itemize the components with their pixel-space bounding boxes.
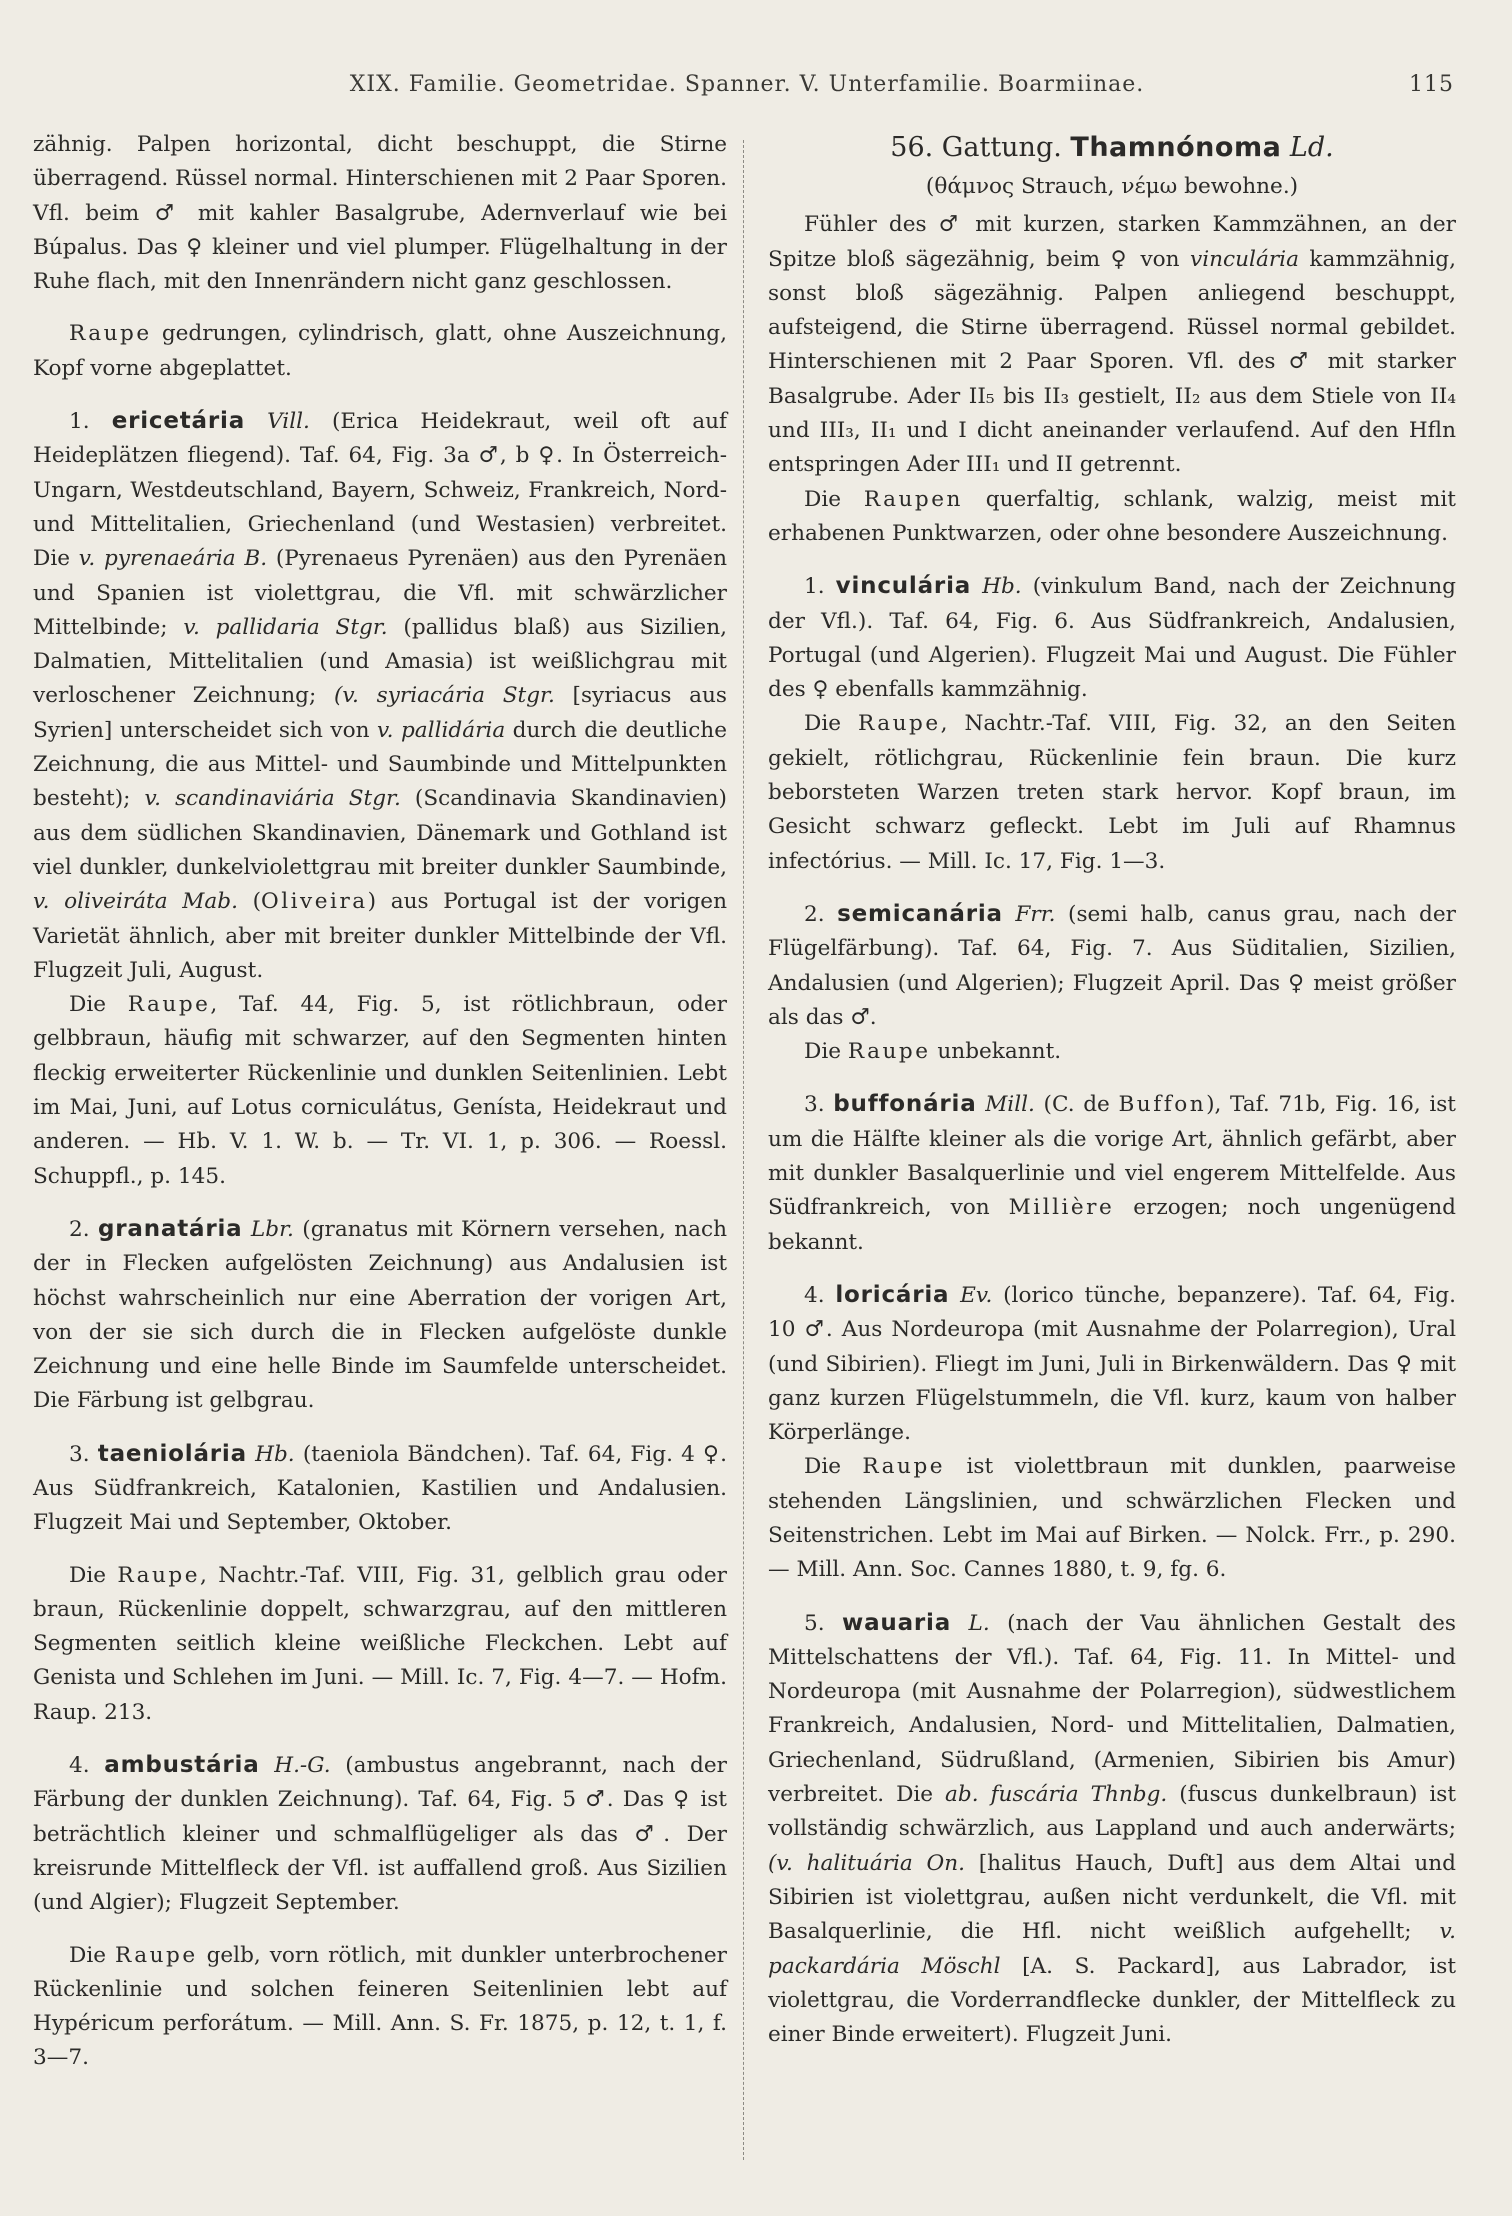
species-name: granatária xyxy=(98,1215,243,1242)
species-name: loricária xyxy=(835,1281,950,1308)
species-vincularia: 1. vinculária Hb. (vinkulum Band, nach der Zeichnung der Vfl.). Taf. 64, Fig. 6. Aus Südfrankreich, Andalusien, Portugal (und Algerien). Flugzeit Mai und August. Die Fühler des ♀ ebenfalls kammzähnig. xyxy=(768,573,1456,703)
larva-paragraph: Die Raupe gelb, vorn rötlich, mit dunkler unterbrochener Rückenlinie und solchen feineren Seitenlinien lebt auf Hypéricum perforátum. — Mill. Ann. S. Fr. 1875, p. 12, t. 1, f. 3—7. xyxy=(33,1942,727,2071)
species-author: Hb. xyxy=(255,1441,295,1467)
species-name: buffonária xyxy=(833,1091,977,1118)
species-name: vinculária xyxy=(835,573,972,600)
species-author: Hb. xyxy=(982,574,1022,600)
species-name: taeniolária xyxy=(97,1440,247,1467)
larva-paragraph: Die Raupe unbekannt. xyxy=(804,1039,1062,1065)
genus-heading xyxy=(768,128,1456,168)
larva-word: Raupe xyxy=(69,321,152,347)
species-author: H.-G. xyxy=(274,1753,331,1779)
variety-name: v. scandinaviária Stgr. xyxy=(144,786,401,812)
genus-description: Fühler des ♂ mit kurzen, starken Kammzähnen, an der Spitze bloß sägezähnig, beim ♀ von vinculária kammzähnig, sonst bloß sägezähnig. Palpen anliegend beschuppt, aufsteigend, die Stirne überragend. Rüssel normal gebildet. Hinterschienen mit 2 Paar Sporen. Vfl. des ♂ mit starker Basalgrube. Ader II₅ bis II₃ gestielt, II₂ aus dem Stiele von II₄ und III₃, II₁ und I dicht aneinander verlaufend. Auf den Hfln entspringen Ader III₁ und II getrennt. xyxy=(768,212,1456,478)
species-ambustaria: 4. ambustária H.-G. (ambustus angebrannt, nach der Färbung der dunklen Zeichnung). Taf. 64, Fig. 5 ♂. Das ♀ ist beträchtlich kleiner und schmalflügeliger als das ♂. Der kreisrunde Mittelfleck der Vfl. ist auffallend groß. Aus Sizilien (und Algier); Flugzeit September. xyxy=(33,1752,727,1916)
species-number: 2. xyxy=(69,1216,90,1242)
species-author: Lbr. xyxy=(250,1216,294,1242)
species-author: L. xyxy=(968,1610,990,1636)
variety-name: v. pyrenaeária B. xyxy=(78,546,268,572)
species-ericetaria: 1. ericetária Vill. (Erica Heidekraut, weil oft auf Heideplätzen fliegend). Taf. 64, Fig. 3a ♂, b ♀. In Österreich-Ungarn, Westdeutschland, Bayern, Schweiz, Frankreich, Nord- und Mittelitalien, Griechenland (und Westasien) verbreitet. Die v. pyrenaeária B. (Pyrenaeus Pyrenäen) aus den Pyrenäen und Spanien ist violettgrau, die Vfl. mit schwärzlicher Mittelbinde; v. pallidaria Stgr. (pallidus blaß) aus Sizilien, Dalmatien, Mittelitalien (und Amasia) ist weißlichgrau mit verloschener Zeichnung; (v. syriacária Stgr. [syriacus aus Syrien] unterscheidet sich von v. pallidária durch die deutliche Zeichnung, die aus Mittel- und Saumbinde und Mittelpunkten besteht); v. scandinaviária Stgr. (Scandinavia Skandinavien) aus dem südlichen Skandinavien, Dänemark und Gothland ist viel dunkler, dunkelviolettgrau mit breiter dunkler Saumbinde, v. oliveiráta Mab. (Oliveira) aus Portugal ist der vorigen Varietät ähnlich, aber mit breiter dunkler Mittelbinde der Vfl. Flugzeit Juli, August. xyxy=(33,408,727,983)
running-head-title: XIX. Familie. Geometridae. Spanner. V. Unterfamilie. Boarmiinae. xyxy=(349,72,1145,97)
genus-larva-paragraph: Die Raupen querfaltig, schlank, walzig, meist mit erhabenen Punktwarzen, oder ohne besondere Auszeichnung. xyxy=(768,486,1456,546)
running-head xyxy=(40,72,1454,112)
species-name: wauaria xyxy=(842,1609,952,1636)
species-granataria: 2. granatária Lbr. (granatus mit Körnern versehen, nach der in Flecken aufgelösten Zeichnung) aus Andalusien ist höchst wahrscheinlich nur eine Aberration der vorigen Art, von der sie sich durch die in Flecken aufgelöste dunkle Zeichnung und eine helle Binde im Saumfelde unterscheidet. Die Färbung ist gelbgrau. xyxy=(33,1215,727,1414)
species-number: 4. xyxy=(804,1282,825,1308)
species-author: Vill. xyxy=(267,409,310,435)
variety-name: ab. fuscária Thnbg. xyxy=(945,1782,1168,1808)
species-semicanaria: 2. semicanária Frr. (semi halb, canus grau, nach der Flügelfärbung). Taf. 64, Fig. 7. Aus Süditalien, Sizilien, Andalusien (und Algerien); Flugzeit April. Das ♀ meist größer als das ♂. xyxy=(768,900,1456,1030)
species-number: 1. xyxy=(69,409,90,435)
larva-paragraph: Die Raupe, Taf. 44, Fig. 5, ist rötlichbraun, oder gelbbraun, häufig mit schwarzer, auf den Segmenten hinten fleckig erweiterter Rückenlinie und dunklen Seitenlinien. Lebt im Mai, Juni, auf Lotus corniculátus, Genísta, Heidekraut und anderen. — Hb. V. 1. W. b. — Tr. VI. 1, p. 306. — Roessl. Schuppfl., p. 145. xyxy=(33,992,727,1189)
species-author: Frr. xyxy=(1015,901,1056,927)
genus-number: 56. Gattung. xyxy=(890,132,1062,163)
genus-larva-paragraph: Raupe gedrungen, cylindrisch, glatt, ohne Auszeichnung, Kopf vorne abgeplattet. xyxy=(33,321,727,381)
species-loricaria: 4. loricária Ev. (lorico tünche, bepanzere). Taf. 64, Fig. 10 ♂. Aus Nordeuropa (mit Ausnahme der Polarregion), Ural (und Sibirien). Fliegt im Juni, Juli in Birkenwäldern. Das ♀ mit ganz kurzen Flügelstummeln, die Vfl. kurz, kaum von halber Körperlänge. xyxy=(768,1281,1456,1446)
species-wauaria: 5. wauaria L. (nach der Vau ähnlichen Gestalt des Mittelschattens der Vfl.). Taf. 64, Fig. 11. In Mittel- und Nordeuropa (mit Ausnahme der Polarregion), südwestlichem Frankreich, Andalusien, Nord- und Mittelitalien, Dalmatien, Griechenland, Südrußland, (Armenien, Sibirien bis Amur) verbreitet. Die ab. fuscária Thnbg. (fuscus dunkelbraun) ist vollständig schwärzlich, aus Lappland und auch anderwärts; (v. halituária On. [halitus Hauch, Duft] aus dem Altai und Sibirien ist violettgrau, außen nicht verdunkelt, die Vfl. mit Basalquerlinie, die Hfl. nicht weißlich aufgehellt; v. packardária Möschl [A. S. Packard], aus Labrador, ist violettgrau, die Vorderrandflecke dunkler, der Mittelfleck zu einer Binde erweitert). Flugzeit Juni. xyxy=(768,1609,1456,2048)
species-taeniolaria: 3. taeniolária Hb. (taeniola Bändchen). Taf. 64, Fig. 4 ♀. Aus Südfrankreich, Katalonien, Kastilien und Andalusien. Flugzeit Mai und September, Oktober. xyxy=(33,1440,727,1536)
larva-paragraph: Die Raupe, Nachtr.-Taf. VIII, Fig. 32, an den Seiten gekielt, rötlichgrau, Rückenlinie fein braun. Die kurz beborsteten Warzen treten stark hervor. Kopf braun, im Gesicht schwarz gefleckt. Lebt im Juli auf Rhamnus infectórius. — Mill. Ic. 17, Fig. 1—3. xyxy=(768,711,1456,874)
species-number: 3. xyxy=(804,1092,825,1118)
species-name: ambustária xyxy=(104,1752,260,1779)
genus-name: Thamnónoma xyxy=(1070,132,1282,163)
species-number: 3. xyxy=(69,1441,90,1467)
variety-name: (v. syriacária Stgr. xyxy=(333,683,555,709)
variety-name: v. oliveiráta Mab. xyxy=(33,889,238,915)
species-number: 2. xyxy=(804,901,825,927)
species-name: ericetária xyxy=(111,408,246,435)
variety-name: (v. halituária On. xyxy=(768,1850,965,1876)
species-number: 5. xyxy=(804,1610,825,1636)
variety-name: v. pallidaria Stgr. xyxy=(183,614,388,640)
species-reference: vinculária xyxy=(1190,246,1299,272)
variety-name: v. pallidária xyxy=(377,717,506,743)
species-author: Ev. xyxy=(960,1282,993,1308)
genus-description-continued: zähnig. Palpen horizontal, dicht beschuppt, die Stirne überragend. Rüssel normal. Hinterschienen mit 2 Paar Sporen. Vfl. beim ♂ mit kahler Basalgrube, Adernverlauf wie bei Búpalus. Das ♀ kleiner und viel plumper. Flügelhaltung in der Ruhe flach, mit den Innenrändern nicht ganz geschlossen. xyxy=(33,132,727,295)
larva-paragraph: Die Raupe, Nachtr.-Taf. VIII, Fig. 31, gelblich grau oder braun, Rückenlinie doppelt, schwarzgrau, auf den mittleren Segmenten seitlich kleine weißliche Fleckchen. Lebt auf Genista und Schlehen im Juni. — Mill. Ic. 7, Fig. 4—7. — Hofm. Raup. 213. xyxy=(33,1562,727,1725)
species-name: semicanária xyxy=(837,900,1003,927)
page-number: 115 xyxy=(1409,72,1454,97)
genus-author: Ld. xyxy=(1289,132,1334,163)
species-number: 1. xyxy=(804,574,825,600)
column-divider xyxy=(743,140,744,2160)
variety-name: v. packardária Möschl xyxy=(768,1919,1456,1979)
species-number: 4. xyxy=(69,1753,90,1779)
species-author: Mill. xyxy=(985,1092,1035,1118)
left-column xyxy=(33,128,727,2076)
larva-paragraph: Die Raupe ist violettbraun mit dunklen, paarweise stehenden Längslinien, und schwärzlichen Flecken und Seitenstrichen. Lebt im Mai auf Birken. — Nolck. Frr., p. 290. — Mill. Ann. Soc. Cannes 1880, t. 9, fg. 6. xyxy=(768,1454,1456,1583)
species-buffonaria: 3. buffonária Mill. (C. de Buffon), Taf. 71b, Fig. 16, ist um die Hälfte kleiner als die vorige Art, ähnlich gefärbt, aber mit dunkler Basalquerlinie und viel engerem Mittelfelde. Aus Südfrankreich, von Millière erzogen; noch ungenügend bekannt. xyxy=(768,1091,1456,1255)
right-column xyxy=(768,128,1456,2052)
genus-etymology: (θάμνος Strauch, νέμω bewohne.) xyxy=(925,174,1299,199)
